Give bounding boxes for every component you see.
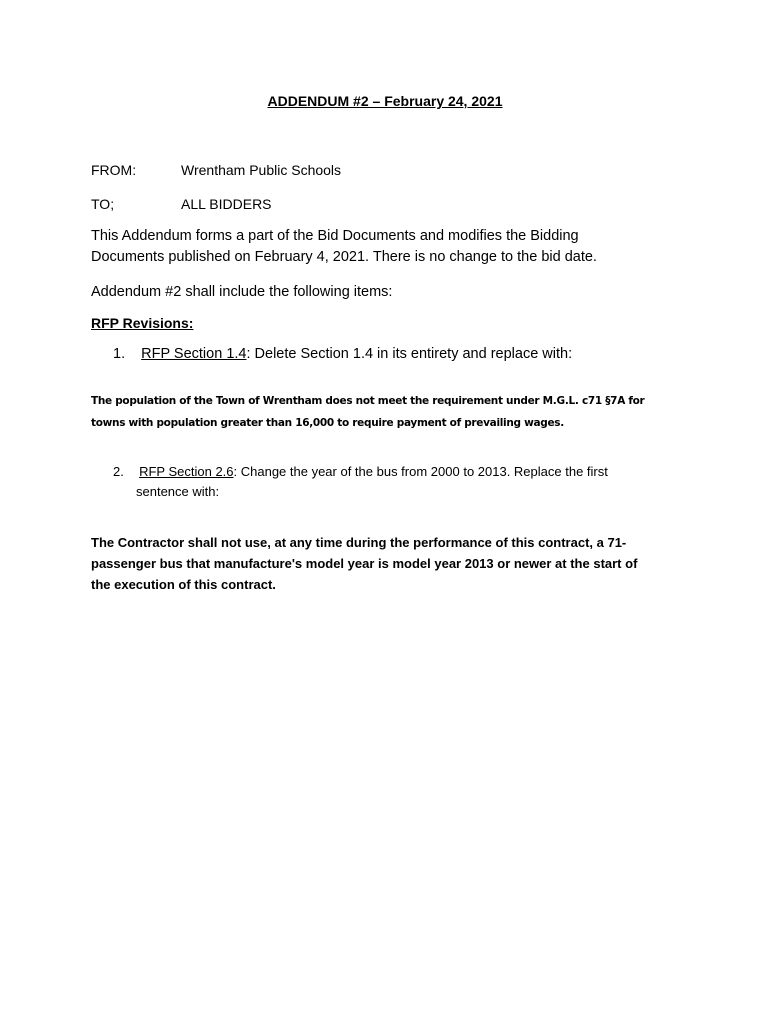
items-intro: Addendum #2 shall include the following items: — [91, 284, 393, 300]
list-item-2-number: 2. — [113, 464, 124, 479]
section-2-6-replacement — [91, 532, 731, 595]
list-item-1-number: 1. — [113, 346, 126, 362]
rfp-section-1-4-link[interactable]: RFP Section 1.4 — [141, 346, 247, 362]
replacement-1-line-1: The population of the Town of Wrentham does not meet the requirement under M.G.L. c71 §7A for — [91, 395, 645, 407]
from-label: FROM: — [91, 162, 137, 178]
document-title: ADDENDUM #2 – February 24, 2021 — [267, 93, 503, 109]
section-heading: RFP Revisions: — [91, 315, 194, 331]
to-label: TO; — [91, 196, 115, 212]
replacement-1-line-2: towns with population greater than 16,000 to require payment of prevailing wages. — [91, 417, 564, 429]
list-item-2-text: : Change the year of the bus from 2000 to 2013. Replace the first — [233, 464, 608, 479]
list-item-1 — [113, 344, 572, 365]
list-item-2 — [113, 462, 673, 502]
replacement-2-line-1: The Contractor shall not use, at any time during the performance of this contract, a 71- — [91, 535, 627, 550]
intro-paragraph — [91, 226, 711, 268]
intro-line-2: Documents published on February 4, 2021. There is no change to the bid date. — [91, 249, 597, 265]
rfp-section-2-6-link[interactable]: RFP Section 2.6 — [139, 464, 234, 479]
replacement-2-line-2: passenger bus that manufacture's model year is model year 2013 or newer at the start of — [91, 556, 638, 571]
replacement-2-line-3: the execution of this contract. — [91, 577, 276, 592]
section-1-4-replacement — [91, 390, 731, 434]
to-value: ALL BIDDERS — [181, 196, 272, 212]
list-item-2-text-cont: sentence with: — [136, 484, 220, 499]
intro-line-1: This Addendum forms a part of the Bid Documents and modifies the Bidding — [91, 228, 579, 244]
from-value: Wrentham Public Schools — [181, 162, 342, 178]
list-item-1-text: : Delete Section 1.4 in its entirety and replace with: — [246, 346, 573, 362]
